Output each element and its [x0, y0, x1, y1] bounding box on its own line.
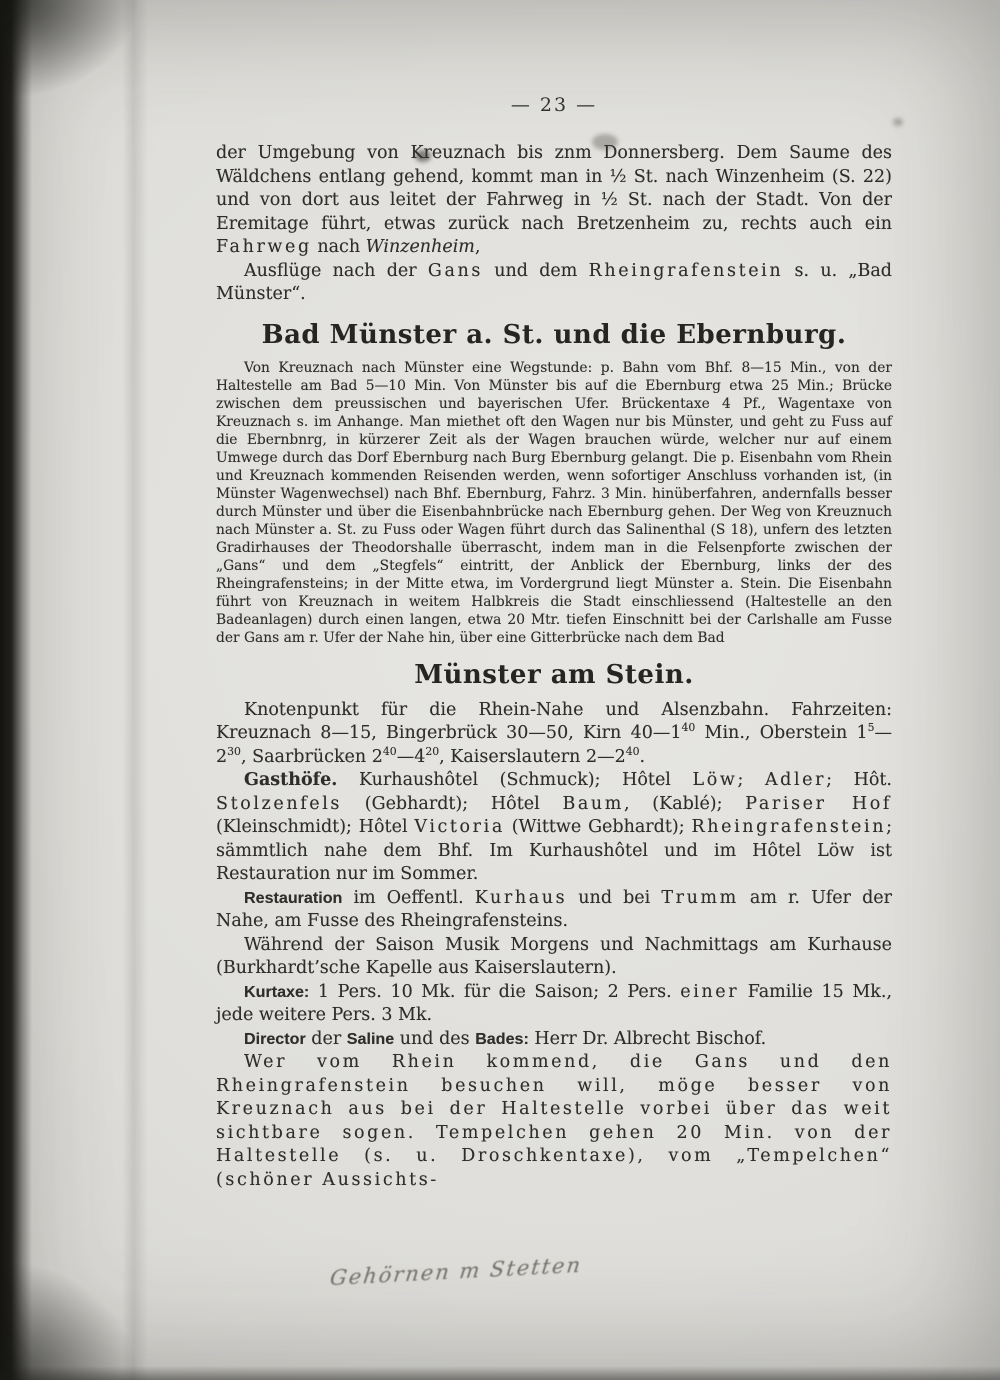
- text-segment: ; sämmtlich nahe dem Bhf. Im Kurhaushôtel und im Hôtel Löw ist Restauration nur im Sommer.: [216, 817, 892, 884]
- text-segment-spaced: Rheingrafenstein: [588, 260, 784, 281]
- text-segment-spaced: Adler: [764, 770, 827, 790]
- text-segment-spaced: einer: [680, 981, 740, 1002]
- text-segment: und dem: [482, 260, 589, 281]
- text-segment-sup: 40: [382, 744, 397, 758]
- paragraph: [216, 699, 892, 770]
- text-segment: Knotenpunkt für die Rhein-Nahe und Alsenzbahn. Fahrzeiten: Kreuznach 8—15, Bingerbrück 30—50, Kirn 40—1: [216, 699, 892, 743]
- section-heading: Münster am Stein.: [414, 659, 694, 690]
- text-segment: ;: [737, 770, 765, 790]
- text-segment-sup: 40: [681, 721, 696, 735]
- page-number: — 23 —: [510, 94, 598, 116]
- text-segment-sup: 5: [867, 721, 875, 735]
- text-segment: der Umgebung von Kreuznach bis znm Donnersberg. Dem Saume des Wäldchens entlang gehend, kommt man in ½ St. nach Winzenheim (S. 22) und von dort aus leitet der Fahrweg in ½ St. nach der Stadt. Von der Eremitage führt, etwas zurück nach Bretzenheim zu, rechts auch ein: [216, 143, 892, 234]
- text-segment-spaced: Victoria: [414, 817, 505, 837]
- text-segment: , (Kablé);: [624, 793, 746, 814]
- text-segment: ,: [474, 237, 481, 257]
- ink-smudge: [893, 118, 903, 126]
- text-segment: am r. Ufer der Nahe, am Fusse des Rheingrafensteins.: [216, 887, 893, 931]
- text-segment: s. u. „Bad Münster“.: [216, 260, 892, 304]
- text-segment: Während der Saison Musik Morgens und Nachmittags am Kurhause (Burkhardt’sche Kapelle aus Kaiserslautern).: [216, 934, 892, 978]
- paragraph: [216, 981, 892, 1028]
- text-segment: der: [305, 1028, 347, 1049]
- text-segment-bold: Gasthöfe.: [244, 770, 338, 790]
- page-corner-shadow-top: [0, 0, 140, 100]
- text-segment: , Kaiserslautern 2—2: [439, 746, 626, 767]
- text-segment-sup: 40: [625, 744, 640, 758]
- paragraph: [216, 887, 892, 934]
- section-heading: Bad Münster a. St. und die Ebernburg.: [261, 319, 847, 350]
- text-segment: ; Hôt.: [826, 770, 892, 790]
- text-segment-spaced: Gans: [427, 260, 483, 281]
- text-segment: Herr Dr. Albrecht Bischof.: [528, 1028, 767, 1049]
- text-segment: Von Kreuznach nach Münster eine Wegstunde: p. Bahn vom Bhf. 8—15 Min., von der Haltestelle am Bad 5—10 Min. Von Münster bis auf die Ebernburg etwa 25 Min.; Brücke zwischen dem preussischen und bayerischen Ufer. Brückentaxe 4 Pf., Wagentaxe von Kreuznach s. im Anhange. Man miethet oft den Wagen nur bis Münster, und geht zu Fuss auf die Ebernbnrg, in kürzerer Zeit als der Wagen brauchen würde, welcher nur auf einem Umwege durch das Dorf Ebernburg nach Burg Ebernburg gelangt. Die p. Eisenbahn vom Rhein und Kreuznach kommenden Reisenden werden, wenn sofortiger Anschluss vorhanden ist, (in Münster Wagenwechsel) nach Bhf. Ebernburg, Fahrz. 3 Min. hinüberfahren, andernfalls besser durch Münster und über die Eisenbahnbrücke nach Ebernburg gehen. Der Weg von Kreuznuch nach Münster a. St. zu Fuss oder Wagen führt durch das Salinenthal (S 18), unfern des letzten Gradirhauses der Theodorshalle überrascht, indem man in die Felsenpforte zwischen der „Gans“ und dem „Stegfels“ eintritt, der Anblick der Ebernburg, links der des Rheingrafensteins; in der Mitte etwa, im Vordergrund liegt Münster a. Stein. Die Eisenbahn führt von Kreuznach in weitem Halbkreis die Stadt einschliessend (Haltestelle an den Badeanlagen) durch einen langen, etwa 20 Mtr. tiefen Einschnitt bei der Carlshalle am Fusse der Gans am r. Ufer der Nahe hin, über eine Gitterbrücke nach dem Bad: [216, 359, 892, 646]
- text-segment: Familie 15 Mk., jede weitere Pers. 3 Mk.: [216, 981, 893, 1025]
- text-segment-boldsans: Bades:: [475, 1029, 529, 1048]
- text-segment-boldsans: Restauration: [244, 888, 343, 907]
- text-segment: (Wittwe Gebhardt);: [504, 817, 692, 837]
- text-segment-sup: 20: [425, 744, 440, 758]
- text-segment: nach: [311, 237, 366, 257]
- text-segment: , Saarbrücken 2: [240, 746, 383, 767]
- text-segment-boldsans: Director: [244, 1029, 306, 1048]
- text-segment: im Oeffentl.: [342, 887, 475, 908]
- text-segment: Kurhaushôtel (Schmuck); Hôtel: [337, 770, 693, 790]
- text-segment-spaced: Wer vom Rhein kommend, die Gans und den Rheingrafenstein besuchen will, möge besser von Kreuznach aus bei der Haltestelle vorbei über das weit sichtbare sogen. Tempelchen gehen 20 Min. von der Haltestelle (s. u. Droschkentaxe), vom „Tempelchen“ (schöner Aussichts-: [216, 1052, 892, 1190]
- text-segment-sup: 30: [227, 744, 241, 758]
- text-segment: Ausflüge nach der: [244, 260, 428, 281]
- paragraph: [216, 934, 892, 981]
- text-segment-boldsans: Saline: [346, 1029, 395, 1048]
- text-segment-boldsans: Kurtaxe:: [244, 982, 310, 1001]
- paragraph: [216, 1051, 892, 1192]
- text-segment-spaced: Trumm: [661, 887, 739, 908]
- text-segment-spaced: Baum: [562, 793, 624, 814]
- text-segment: Min., Oberstein 1: [695, 723, 868, 743]
- page-crease: [122, 0, 148, 1380]
- text-segment-italic: Winzenheim: [365, 237, 475, 257]
- text-segment: (Kleinschmidt); Hôtel: [216, 817, 415, 837]
- text-segment: (Gebhardt); Hôtel: [342, 793, 563, 814]
- text-segment-spaced: Pariser Hof: [745, 793, 892, 814]
- text-segment: und des: [394, 1028, 476, 1049]
- text-segment-spaced: Fahrweg: [216, 237, 312, 257]
- text-segment-spaced: Löw: [692, 770, 738, 790]
- text-segment: .: [639, 746, 646, 767]
- paragraph: [216, 359, 892, 647]
- text-block: [216, 94, 892, 1192]
- page-bottom-shadow: [0, 1366, 1000, 1380]
- paragraph: [216, 1028, 892, 1052]
- book-binding-edge: [0, 0, 32, 1380]
- paragraph: [216, 260, 892, 307]
- text-segment: —2: [216, 723, 893, 767]
- text-segment: —4: [396, 746, 426, 767]
- paragraph: [216, 769, 892, 887]
- text-segment: 1 Pers. 10 Mk. für die Saison; 2 Pers.: [309, 981, 681, 1002]
- text-segment: und bei: [567, 887, 662, 908]
- paragraph: [216, 142, 892, 260]
- page-corner-shadow-bottom: [0, 1260, 140, 1380]
- handwritten-note: Gehörnen m Stetten: [328, 1252, 584, 1290]
- text-segment-spaced: Stolzenfels: [216, 793, 343, 814]
- document-content: [216, 142, 892, 1192]
- text-segment-spaced: Kurhaus: [474, 887, 568, 908]
- text-segment-spaced: Rheingrafenstein: [691, 817, 887, 837]
